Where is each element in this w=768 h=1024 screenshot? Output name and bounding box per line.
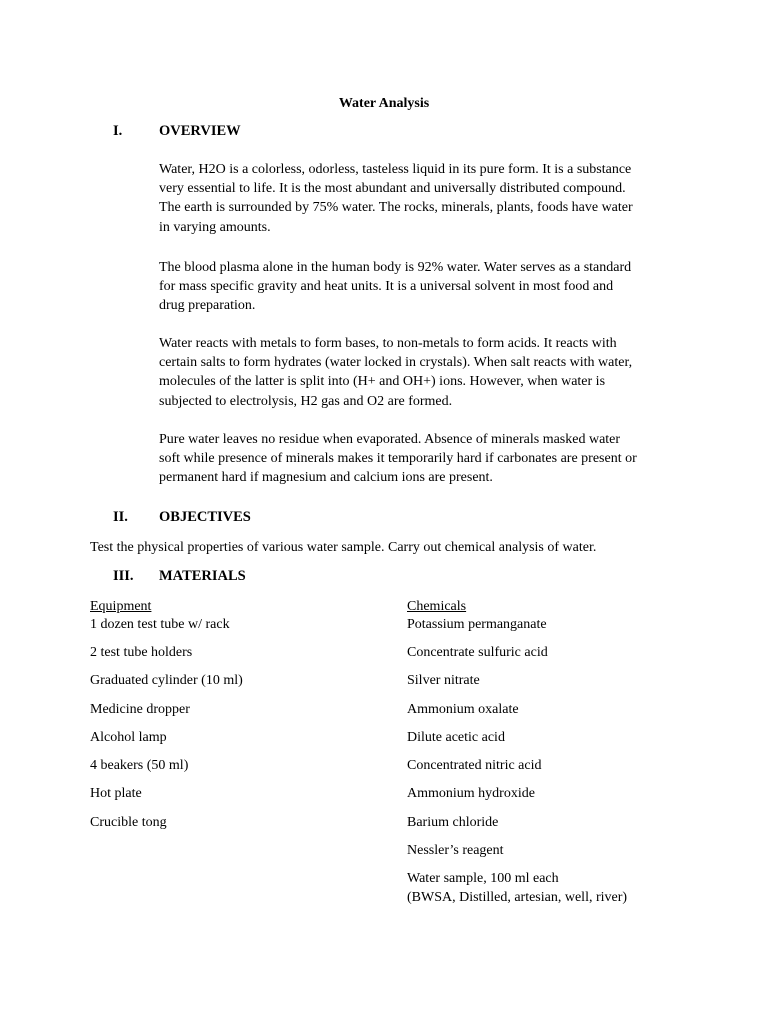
chemicals-heading: Chemicals: [407, 599, 467, 614]
chemical-item: Ammonium oxalate: [407, 702, 519, 717]
equipment-item: Graduated cylinder (10 ml): [90, 673, 243, 688]
chemical-item: Water sample, 100 ml each (BWSA, Distilled, artesian, well, river): [407, 871, 628, 906]
chemical-item: Silver nitrate: [407, 673, 480, 688]
chemical-item: Concentrated nitric acid: [407, 758, 542, 773]
overview-paragraph-2: The blood plasma alone in the human body is 92% water. Water serves as a standard for mass specific gravity and heat units. It is a universal solvent in most food and drug preparation.: [159, 260, 632, 314]
overview-paragraph-3: Water reacts with metals to form bases, to non-metals to form acids. It reacts with certain salts to form hydrates (water locked in crystals). When salt reacts with water, molecules of the latter is split into (H+ and OH+) ions. However, when water is subjected to electrolysis, H2 gas and O2 are formed.: [159, 336, 633, 409]
overview-paragraph-1: Water, H2O is a colorless, odorless, tasteless liquid in its pure form. It is a substance very essential to life. It is the most abundant and universally distributed compound. The earth is surrounded by 75% water. The rocks, minerals, plants, foods have water in varying amounts.: [159, 162, 633, 235]
overview-paragraph-4: Pure water leaves no residue when evaporated. Absence of minerals masked water soft while presence of minerals makes it temporarily hard if carbonates are present or permanent hard if magnesium and calcium ions are present.: [159, 432, 637, 486]
chemical-item: Concentrate sulfuric acid: [407, 645, 548, 660]
chemical-item: Potassium permanganate: [407, 617, 547, 632]
section-number-materials: III.: [113, 568, 134, 584]
objectives-text: Test the physical properties of various water sample. Carry out chemical analysis of water.: [90, 540, 597, 555]
equipment-heading: Equipment: [90, 599, 152, 614]
section-number-overview: I.: [113, 123, 123, 139]
chemical-item: Dilute acetic acid: [407, 730, 505, 745]
section-heading-objectives: OBJECTIVES: [159, 509, 251, 525]
document-title: Water Analysis: [338, 96, 430, 111]
chemical-item: Ammonium hydroxide: [407, 786, 535, 801]
section-number-objectives: II.: [113, 509, 128, 525]
equipment-item: Hot plate: [90, 786, 142, 801]
section-heading-materials: MATERIALS: [159, 568, 246, 584]
equipment-item: Medicine dropper: [90, 702, 190, 717]
equipment-item: 1 dozen test tube w/ rack: [90, 617, 230, 632]
equipment-item: 2 test tube holders: [90, 645, 193, 660]
chemical-item: Nessler’s reagent: [407, 843, 504, 858]
equipment-item: Alcohol lamp: [90, 730, 167, 745]
equipment-item: 4 beakers (50 ml): [90, 758, 189, 773]
section-heading-overview: OVERVIEW: [159, 123, 241, 139]
chemical-item: Barium chloride: [407, 815, 499, 830]
equipment-item: Crucible tong: [90, 815, 167, 830]
